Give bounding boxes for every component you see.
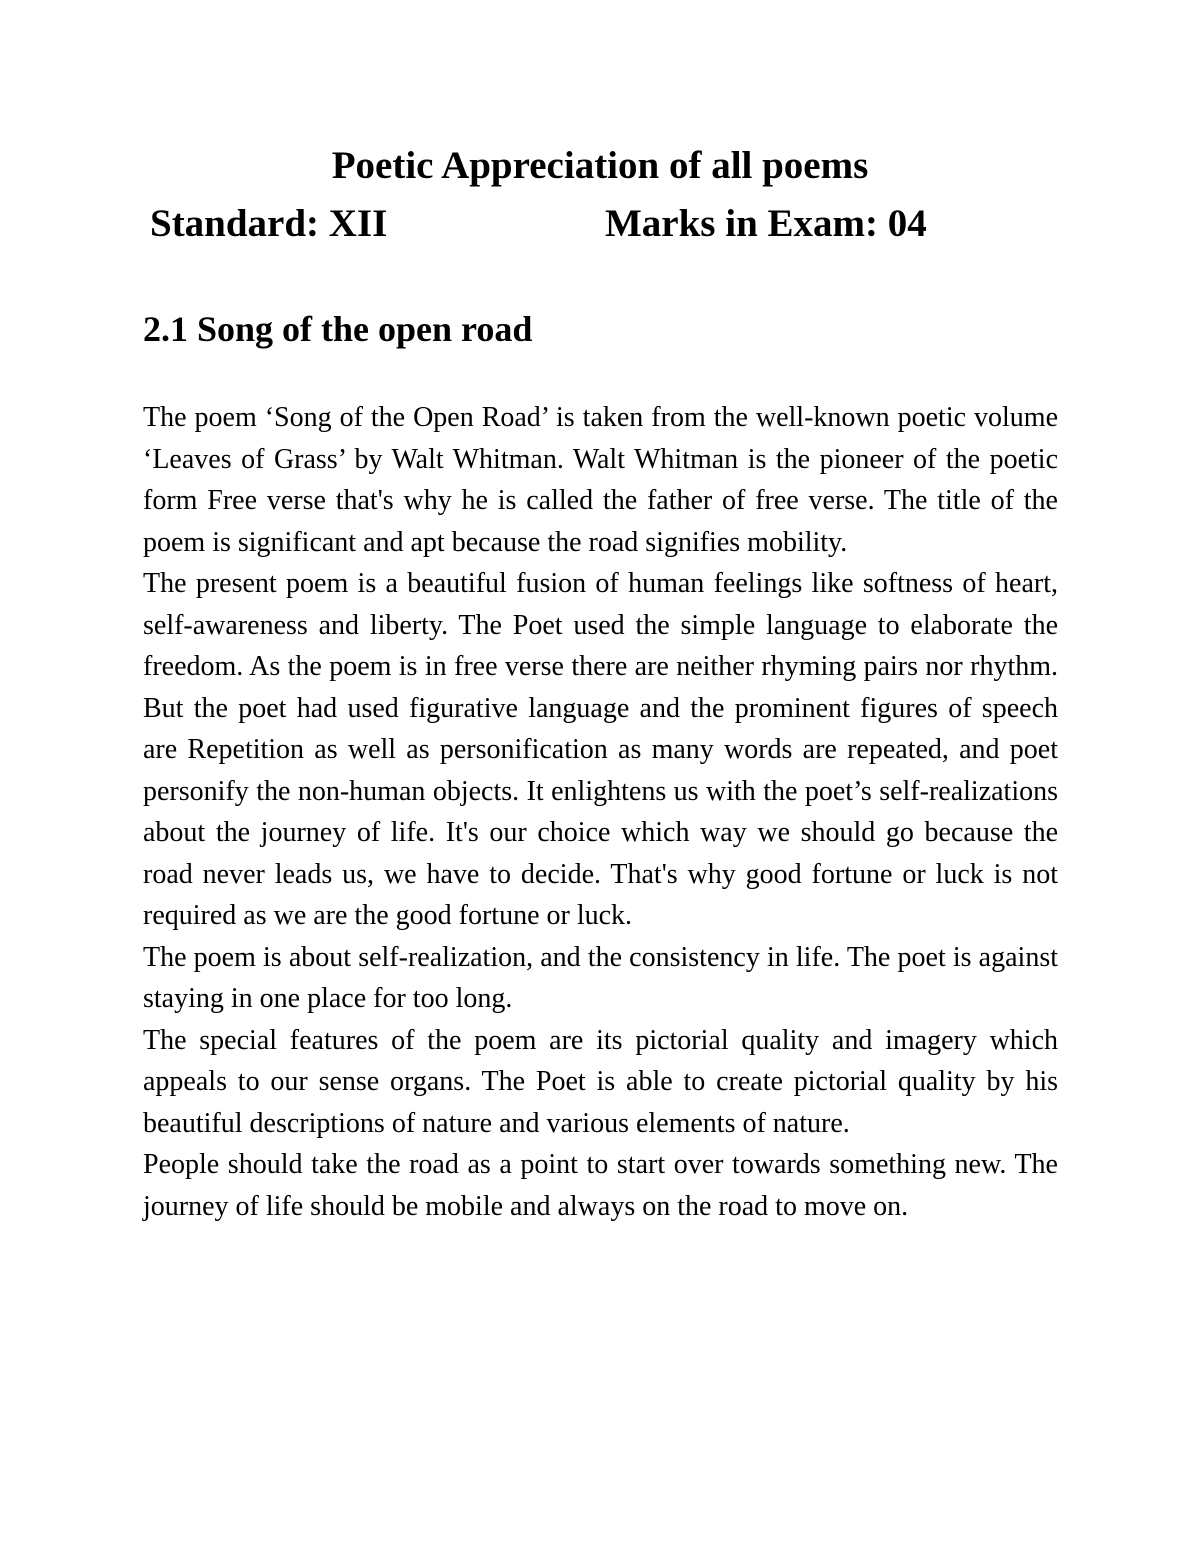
standard-label: Standard: XII [150,202,388,245]
paragraph: The special features of the poem are its pictorial quality and imagery which appeals to our sense organs. The Poet is able to create pictorial quality by his beautiful descriptions of nature and various elements of nature. [143,1024,1058,1139]
paragraph: The poem is about self-realization, and the consistency in life. The poet is against staying in one place for too long. [143,941,1058,1014]
paragraph: The poem ‘Song of the Open Road’ is taken from the well-known poetic volume ‘Leaves of Grass’ by Walt Whitman. Walt Whitman is the pioneer of the poetic form Free verse that's why he is called the father of free verse. The title of the poem is significant and apt because the road signifies mobility. [143,402,1058,558]
paragraph: People should take the road as a point to start over towards something new. The journey of life should be mobile and always on the road to move on. [143,1149,1058,1222]
section-heading: 2.1 Song of the open road [143,309,533,349]
body-text [143,397,1058,1227]
paragraph: The present poem is a beautiful fusion of human feelings like softness of heart, self-awareness and liberty. The Poet used the simple language to elaborate the freedom. As the poem is in free verse there are neither rhyming pairs nor rhythm. But the poet had used figurative language and the prominent figures of speech are Repetition as well as personification as many words are repeated, and poet personify the non-human objects. It enlightens us with the poet’s self-realizations about the journey of life. It's our choice which way we should go because the road never leads us, we have to decide. That's why good fortune or luck is not required as we are the good fortune or luck. [143,568,1058,931]
page-title: Poetic Appreciation of all poems [331,144,869,187]
marks-label: Marks in Exam: 04 [605,202,927,245]
